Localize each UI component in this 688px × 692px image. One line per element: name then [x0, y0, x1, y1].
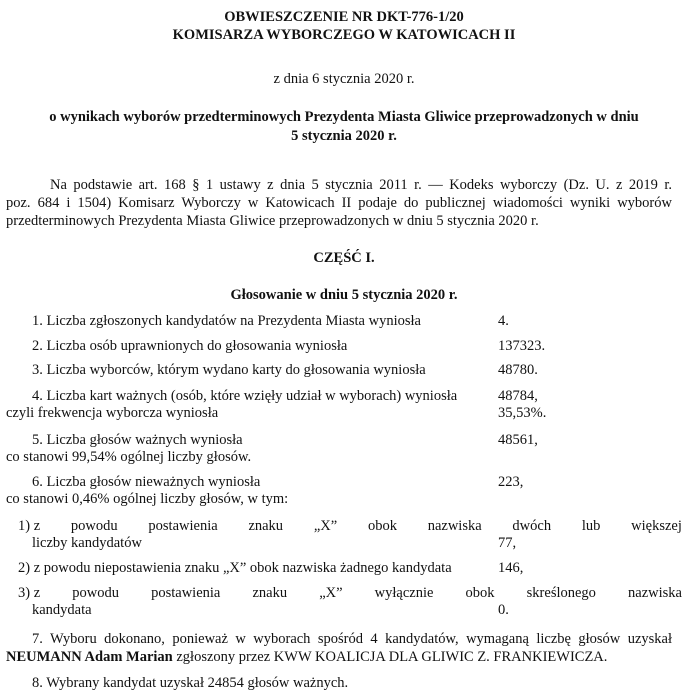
subitem-1-word: powodu: [70, 518, 118, 534]
subject-line-2: 5 stycznia 2020 r.: [291, 128, 397, 144]
item-2-text: 2. Liczba osób uprawnionych do głosowania wyniosła: [32, 338, 348, 354]
item-7-rest: zgłoszony przez KWW KOALICJA DLA GLIWIC Z. FRANKIEWICZA.: [172, 649, 608, 665]
intro-line-3: przedterminowych Prezydenta Miasta Gliwice przeprowadzonych w dniu 5 stycznia 2020 r.: [6, 213, 539, 229]
elected-candidate-name: NEUMANN Adam Marian: [6, 649, 173, 665]
item-4-text-2: czyli frekwencja wyborcza wyniosła: [6, 405, 219, 421]
item-1-text: 1. Liczba zgłoszonych kandydatów na Prezydenta Miasta wyniosła: [32, 313, 421, 329]
subitem-1-value: 77,: [498, 535, 517, 551]
item-6-text: 6. Liczba głosów nieważnych wyniosła: [32, 474, 261, 490]
item-4-text: 4. Liczba kart ważnych (osób, które wzięły udział w wyborach) wyniosła: [32, 388, 458, 404]
subitem-1-word: postawienia: [148, 518, 218, 534]
subitem-1-word: dwóch: [512, 518, 552, 534]
subitem-2-value: 146,: [498, 560, 524, 576]
item-5-text: 5. Liczba głosów ważnych wyniosła: [32, 432, 243, 448]
item-5-text-2: co stanowi 99,54% ogólnej liczby głosów.: [6, 449, 252, 465]
subitem-2-text: 2) z powodu niepostawienia znaku „X” obok nazwiska żadnego kandydata: [18, 560, 452, 576]
subitem-3-word: postawienia: [151, 585, 221, 601]
intro-line-1: Na podstawie art. 168 § 1 ustawy z dnia 5 stycznia 2011 r. — Kodeks wyborczy (Dz. U. z 2019 r.: [50, 177, 672, 193]
item-2-value: 137323.: [498, 338, 546, 354]
subitem-3-line-2: kandydata: [32, 602, 92, 618]
subitem-1-word: 1) z: [18, 518, 41, 534]
subitem-3-word: obok: [465, 585, 495, 601]
item-6-value: 223,: [498, 474, 524, 490]
subitem-1-word: lub: [581, 518, 601, 534]
subitem-3-word: powodu: [72, 585, 119, 601]
item-6-text-2: co stanowi 0,46% ogólnej liczby głosów, w tym:: [6, 491, 289, 507]
item-7-line-2: [6, 648, 607, 666]
subitem-3-line-1: [18, 584, 682, 602]
subitem-3-word: wyłącznie: [374, 585, 434, 601]
item-3-value: 48780.: [498, 362, 538, 378]
subitem-1-line-1: [18, 517, 682, 535]
subitem-1-word: „X”: [313, 518, 338, 534]
issue-date: z dnia 6 stycznia 2020 r.: [273, 71, 415, 87]
item-8-text: 8. Wybrany kandydat uzyskał 24854 głosów ważnych.: [32, 675, 349, 691]
section-title: CZĘŚĆ I.: [313, 250, 375, 266]
item-4-value: 48784,: [498, 388, 538, 404]
subitem-3-value: 0.: [498, 602, 509, 618]
subitem-3-word: „X”: [319, 585, 343, 601]
subitem-1-word: znaku: [248, 518, 284, 534]
document-title: OBWIESZCZENIE NR DKT-776-1/20: [224, 9, 464, 25]
item-1-value: 4.: [498, 313, 509, 329]
subitem-3-word: 3) z: [18, 585, 41, 601]
subitem-1-word: obok: [367, 518, 397, 534]
subitem-3-word: znaku: [252, 585, 288, 601]
subitem-3-word: nazwiska: [628, 585, 682, 601]
subitem-1-word: nazwiska: [427, 518, 482, 534]
intro-line-2: poz. 684 i 1504) Komisarz Wyborczy w Katowicach II podaje do publicznej wiadomości wyniki wyborów: [6, 195, 672, 211]
subject-line-1: o wynikach wyborów przedterminowych Prezydenta Miasta Gliwice przeprowadzonych w dniu: [49, 109, 639, 125]
subitem-3-word: skreślonego: [526, 585, 596, 601]
issuer-title: KOMISARZA WYBORCZEGO W KATOWICACH II: [172, 27, 516, 43]
subitem-1-word: większej: [631, 518, 682, 534]
item-3-text: 3. Liczba wyborców, którym wydano karty do głosowania wyniosła: [32, 362, 426, 378]
item-4-value-2: 35,53%.: [498, 405, 547, 421]
item-5-value: 48561,: [498, 432, 538, 448]
section-subtitle: Głosowanie w dniu 5 stycznia 2020 r.: [230, 287, 458, 303]
item-7-line-1: 7. Wyboru dokonano, ponieważ w wyborach spośród 4 kandydatów, wymaganą liczbę głosów uzyskał: [32, 631, 672, 647]
subitem-1-line-2: liczby kandydatów: [32, 535, 142, 551]
